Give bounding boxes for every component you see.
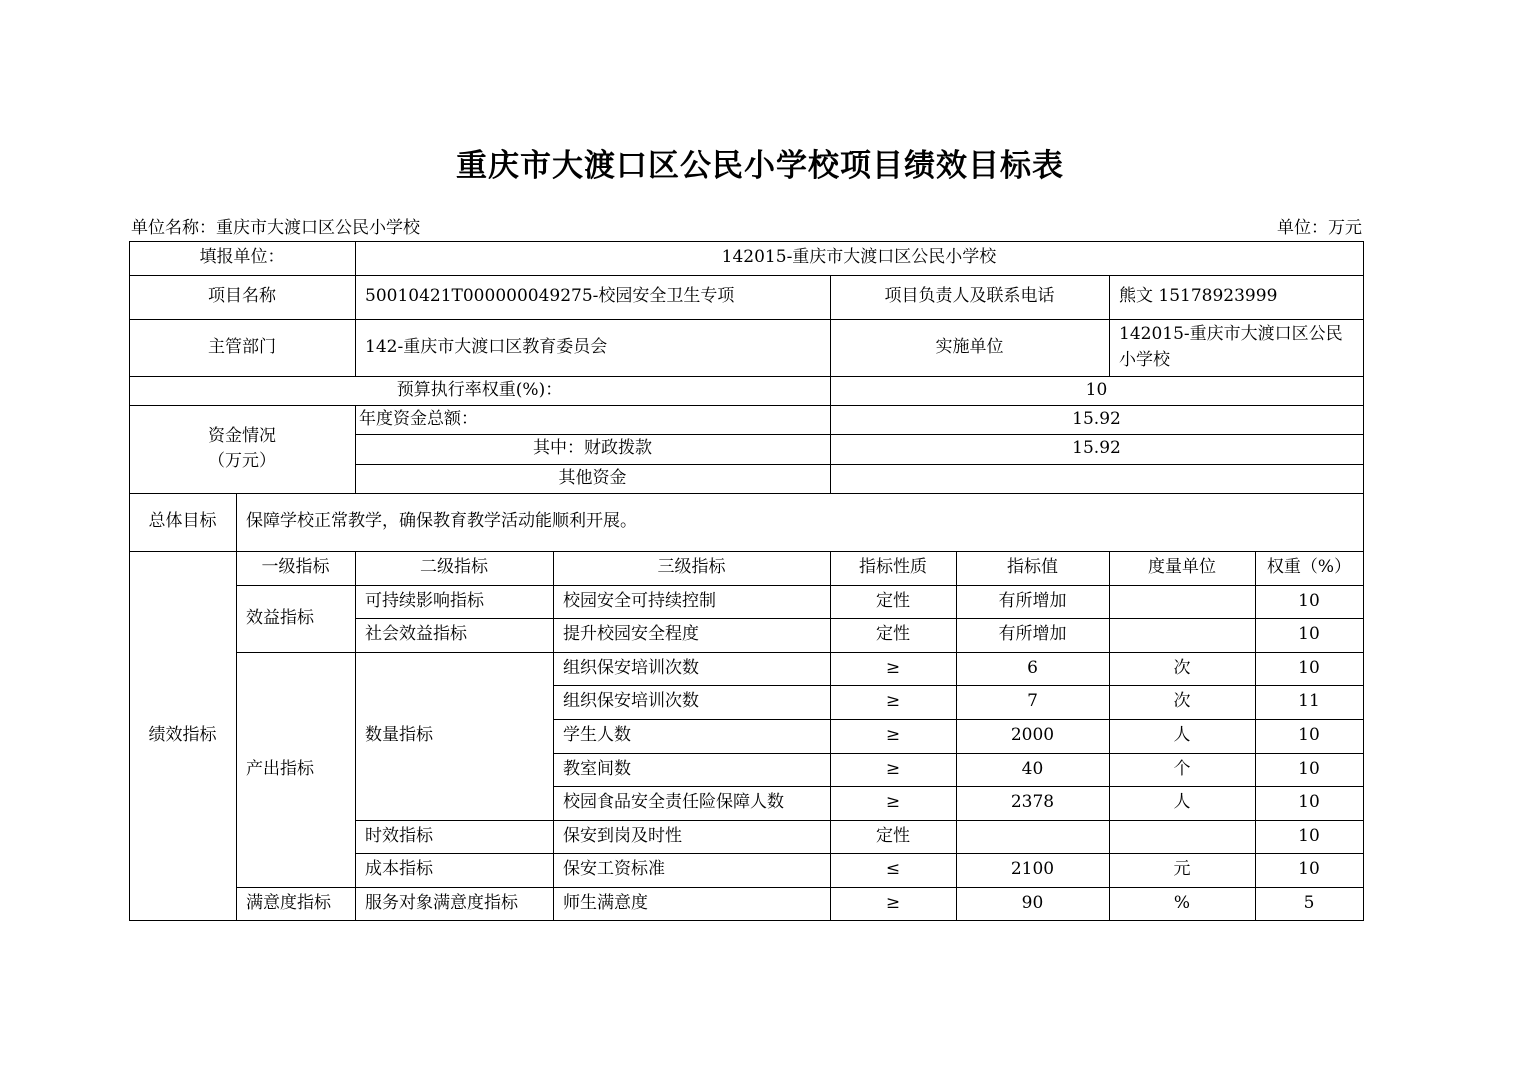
grid-line <box>355 405 356 494</box>
unit-name: 单位名称：重庆市大渡口区公民小学校 <box>131 218 420 238</box>
grid-line <box>236 887 1364 888</box>
indicator-name: 保安工资标准 <box>563 859 665 880</box>
grid-line <box>236 652 1364 653</box>
grid-line <box>355 551 356 921</box>
grid-line <box>553 719 1364 720</box>
header-level2: 二级指标 <box>420 557 488 578</box>
indicators-section-label: 绩效指标 <box>148 724 217 745</box>
grid-line <box>553 786 1364 787</box>
grid-line <box>129 275 1364 276</box>
indicator-nature: ≤ <box>885 859 901 880</box>
indicator-name: 组织保安培训次数 <box>563 657 699 678</box>
indicator-value: 90 <box>1021 892 1044 913</box>
grid-line <box>129 319 1364 320</box>
grid-line <box>129 405 1364 406</box>
grid-line <box>830 551 831 921</box>
indicator-weight: 10 <box>1298 825 1320 846</box>
grid-line <box>355 618 1364 619</box>
funds-label: 资金情况 <box>208 425 276 446</box>
other-funds-label: 其他资金 <box>558 467 627 488</box>
grid-line <box>236 585 1364 586</box>
goal-value: 保障学校正常教学，确保教育教学活动能顺利开展。 <box>246 511 637 532</box>
indicator-value: 有所增加 <box>998 590 1067 611</box>
indicator-nature: ≥ <box>885 792 901 813</box>
budget-weight-label: 预算执行率权重(%)： <box>396 379 563 400</box>
fiscal-value: 15.92 <box>1072 438 1121 459</box>
annual-total-value: 15.92 <box>1072 408 1121 429</box>
currency-unit: 单位：万元 <box>1277 218 1362 238</box>
indicator-name: 学生人数 <box>563 725 631 746</box>
indicator-weight: 10 <box>1298 590 1320 611</box>
indicator-weight: 10 <box>1298 725 1320 746</box>
indicator-nature: ≥ <box>885 691 901 712</box>
header-level3: 三级指标 <box>657 557 726 578</box>
indicator-weight: 5 <box>1303 892 1315 913</box>
dept-value: 142-重庆市大渡口区教育委员会 <box>365 336 608 357</box>
grid-line <box>830 275 831 377</box>
grid-line <box>129 493 1364 494</box>
header-value: 指标值 <box>1007 557 1058 578</box>
annual-total-label: 年度资金总额： <box>359 408 478 429</box>
funds-label-cell <box>129 405 355 493</box>
indicator-value: 40 <box>1021 758 1044 779</box>
project-name-label: 项目名称 <box>208 286 276 307</box>
grid-line <box>355 434 1364 435</box>
grid-line <box>129 241 1364 242</box>
indicator-value: 7 <box>1027 691 1038 712</box>
indicator-unit: 人 <box>1173 792 1191 813</box>
header-level1: 一级指标 <box>261 557 330 578</box>
indicator-weight: 11 <box>1298 691 1320 712</box>
indicator-weight: 10 <box>1298 657 1320 678</box>
page-title: 重庆市大渡口区公民小学校项目绩效目标表 <box>456 148 1064 184</box>
header-nature: 指标性质 <box>859 557 927 578</box>
indicator-unit: 次 <box>1173 691 1191 712</box>
indicator-nature: 定性 <box>876 825 910 846</box>
fill-unit-value: 142015-重庆市大渡口区公民小学校 <box>721 247 997 268</box>
indicator-unit <box>1109 585 1255 618</box>
header-unit: 度量单位 <box>1148 557 1216 578</box>
budget-weight-value: 10 <box>1085 379 1108 400</box>
grid-line <box>1109 275 1110 377</box>
indicator-name: 校园食品安全责任险保障人数 <box>563 792 784 813</box>
grid-line <box>1109 551 1110 921</box>
indicator-name: 师生满意度 <box>563 892 648 913</box>
grid-line <box>1363 241 1364 921</box>
impl-value: 142015-重庆市大渡口区公民小学校 <box>1119 324 1343 370</box>
impl-label: 实施单位 <box>935 336 1004 357</box>
indicator-value <box>956 820 1109 853</box>
project-name-value: 50010421T000000049275-校园安全卫生专项 <box>365 286 735 307</box>
level2-timeliness: 时效指标 <box>365 825 433 846</box>
indicator-name: 提升校园安全程度 <box>563 624 699 645</box>
indicator-nature: ≥ <box>885 758 901 779</box>
grid-line <box>553 551 554 921</box>
indicator-unit: % <box>1173 892 1191 913</box>
manager-label: 项目负责人及联系电话 <box>884 286 1055 307</box>
level1-satisfaction: 满意度指标 <box>246 892 331 913</box>
grid-line <box>129 551 1364 552</box>
indicator-nature: 定性 <box>876 624 910 645</box>
grid-line <box>355 820 1364 821</box>
grid-line <box>830 376 831 406</box>
level2-cost: 成本指标 <box>365 859 433 880</box>
dept-label: 主管部门 <box>208 336 276 357</box>
indicator-name: 保安到岗及时性 <box>563 825 682 846</box>
grid-line <box>355 853 1364 854</box>
grid-line <box>129 376 1364 377</box>
indicator-unit <box>1109 618 1255 652</box>
manager-value: 熊文 15178923999 <box>1119 286 1278 307</box>
goal-label: 总体目标 <box>148 511 217 532</box>
level2-sustainable: 可持续影响指标 <box>365 590 484 611</box>
indicator-value: 2000 <box>1010 725 1055 746</box>
level1-output: 产出指标 <box>246 758 314 779</box>
indicator-unit: 次 <box>1173 657 1191 678</box>
grid-line <box>355 241 356 377</box>
indicator-nature: ≥ <box>885 657 901 678</box>
indicator-value: 2100 <box>1010 859 1055 880</box>
level2-quantity: 数量指标 <box>365 725 433 746</box>
indicator-weight: 10 <box>1298 859 1320 880</box>
grid-line <box>129 241 130 921</box>
level1-benefit: 效益指标 <box>246 607 314 628</box>
indicator-nature: ≥ <box>885 725 901 746</box>
indicator-nature: ≥ <box>885 892 901 913</box>
indicator-weight: 10 <box>1298 758 1320 779</box>
indicator-value: 2378 <box>1010 792 1055 813</box>
grid-line <box>553 753 1364 754</box>
other-funds-value <box>830 464 1363 493</box>
header-weight: 权重（%） <box>1266 557 1352 578</box>
indicator-nature: 定性 <box>876 590 910 611</box>
indicator-unit <box>1109 820 1255 853</box>
fill-unit-label: 填报单位： <box>199 247 285 268</box>
indicator-unit: 元 <box>1173 859 1191 880</box>
indicator-unit: 个 <box>1173 758 1191 779</box>
grid-line <box>830 405 831 494</box>
grid-line <box>129 920 1364 921</box>
indicator-weight: 10 <box>1298 624 1320 645</box>
fiscal-label: 其中：财政拨款 <box>533 438 652 459</box>
indicator-unit: 人 <box>1173 725 1191 746</box>
level2-social: 社会效益指标 <box>365 624 467 645</box>
indicator-name: 组织保安培训次数 <box>563 691 699 712</box>
grid-line <box>553 685 1364 686</box>
grid-line <box>355 464 1364 465</box>
indicator-weight: 10 <box>1298 792 1320 813</box>
grid-line <box>236 493 237 921</box>
indicator-name: 校园安全可持续控制 <box>563 590 716 611</box>
grid-line <box>1255 551 1256 921</box>
indicator-value: 有所增加 <box>998 624 1067 645</box>
indicator-name: 教室间数 <box>563 758 631 779</box>
indicator-value: 6 <box>1027 657 1038 678</box>
grid-line <box>956 551 957 921</box>
funds-unit: （万元） <box>208 451 276 471</box>
level2-service-satisfaction: 服务对象满意度指标 <box>365 892 518 913</box>
